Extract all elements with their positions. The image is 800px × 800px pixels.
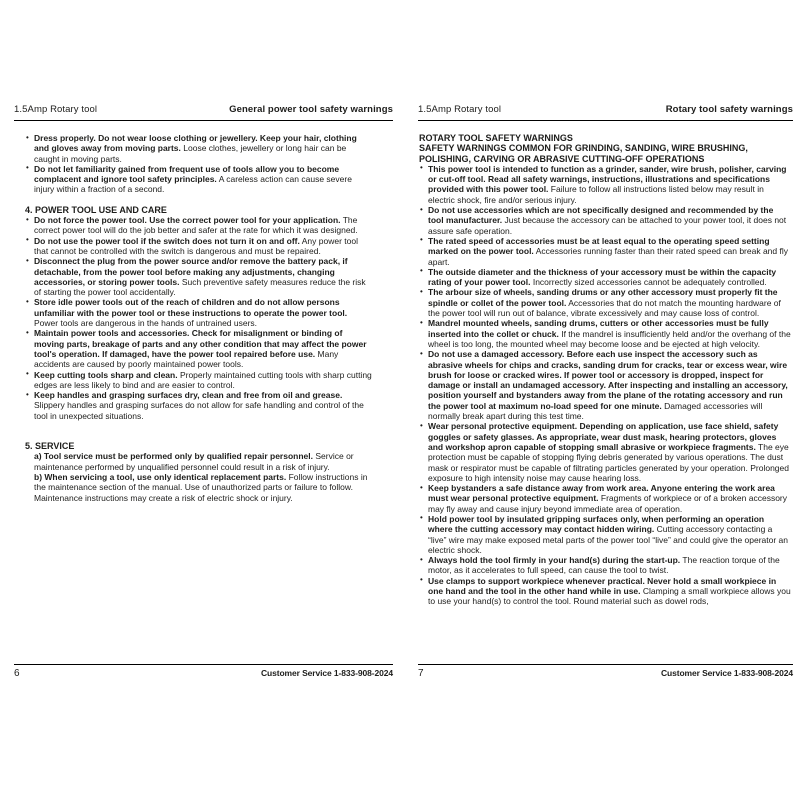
page-7: [418, 0, 793, 800]
warning-explanation: Loose clothes, jewellery or long hair can be caught in moving parts.: [34, 143, 347, 164]
page-7-body: [419, 121, 791, 607]
warning-explanation: Fragments of workpiece or of a broken accessory may fly away and cause injury beyond immediate area of operation.: [428, 493, 788, 514]
warning-bullet-item: [25, 256, 372, 297]
warning-bullet-item: [419, 483, 791, 514]
warning-bold-lead: Disconnect the plug from the power source and/or remove the battery pack, if detachable, from the power tool before making any adjustments, changing accessories, or storing power tools.: [34, 256, 348, 287]
service-paragraph: [25, 472, 372, 503]
warning-bold-lead: Always hold the tool firmly in your hand(s) during the start-up.: [428, 555, 681, 566]
section-heading: SAFETY WARNINGS COMMON FOR GRINDING, SANDING, WIRE BRUSHING, POLISHING, CARVING OR ABRASIVE CUTTING-OFF OPERATIONS: [419, 143, 748, 164]
warning-bullet-item: [419, 318, 791, 349]
page-number: 7: [418, 668, 424, 679]
warning-bullet-item: [419, 421, 791, 483]
section-heading: ROTARY TOOL SAFETY WARNINGS: [419, 133, 573, 143]
header-product-name: 1.5Amp Rotary tool: [418, 104, 502, 115]
warning-bold-lead: Do not force the power tool. Use the correct power tool for your application.: [34, 215, 341, 226]
warning-bold-lead: a) Tool service must be performed only by qualified repair personnel.: [34, 451, 313, 462]
warning-explanation: Clamping a small workpiece allows you to use your hand(s) to control the tool. Round material such as dowel rods,: [428, 586, 791, 607]
warning-bold-lead: Use clamps to support workpiece whenever practical. Never hold a small workpiece in one hand and the tool in the other hand while in use.: [428, 575, 777, 597]
warning-explanation: The eye protection must be capable of stopping flying debris generated by various operations. The dust mask or respirator must be capable of filtrating particles generated by your operation. Prolonged exposure to high intensity noise may cause hearing loss.: [428, 441, 789, 483]
customer-service-phone: Customer Service 1-833-908-2024: [660, 668, 793, 678]
warning-bullet-item: [419, 236, 791, 267]
warning-bullet-item: [419, 349, 791, 421]
page-6-header: [14, 104, 393, 121]
section-heading: 4. POWER TOOL USE AND CARE: [25, 204, 167, 215]
warning-explanation: Failure to follow all instructions listed below may result in electric shock, fire and/or serious injury.: [428, 184, 764, 205]
warning-explanation: The correct power tool will do the job better and safer at the rate for which it was designed.: [34, 215, 358, 236]
warning-bullet-item: [25, 215, 372, 236]
warning-explanation: A careless action can cause severe injury within a fraction of a second.: [34, 174, 352, 195]
warning-bullet-item: [25, 236, 372, 257]
warning-explanation: Follow instructions in the maintenance section of the manual. Use of unauthorized parts or failure to follow. Maintenance instructions may create a risk of electric shock or injury.: [34, 471, 368, 503]
warning-explanation: Properly maintained cutting tools with sharp cutting edges are less likely to bind and are easier to control.: [34, 369, 372, 390]
header-section-title: General power tool safety warnings: [229, 104, 393, 115]
page-6-footer: [14, 664, 393, 679]
warning-bold-lead: Do not let familiarity gained from frequent use of tools allow you to become complacent and ignore tool safety principles.: [34, 163, 340, 185]
warning-bold-lead: Store idle power tools out of the reach of children and do not allow persons unfamiliar with the power tool or these instructions to operate the power tool.: [34, 297, 348, 318]
warning-bold-lead: Wear personal protective equipment. Depending on application, use face shield, safety goggles or safety glasses. As appropriate, wear dust mask, hearing protectors, gloves and workshop apron capable of stopping small abrasive or workpiece fragments.: [428, 421, 779, 452]
warning-bold-lead: The arbour size of wheels, sanding drums or any other accessory must properly fit the spindle or collet of the power tool.: [428, 287, 778, 308]
warning-bold-lead: Maintain power tools and accessories. Check for misalignment or binding of moving parts, breakage of parts and any other condition that may affect the power tool's operation. If damaged, have the power tool repaired before use.: [34, 328, 367, 359]
warning-explanation: Just because the accessory can be attached to your power tool, it does not assure safe operation.: [428, 215, 787, 236]
warning-explanation: Many accidents are caused by poorly maintained power tools.: [34, 348, 339, 370]
warning-bold-lead: Do not use the power tool if the switch does not turn it on and off.: [34, 235, 300, 246]
customer-service-phone: Customer Service 1-833-908-2024: [260, 668, 393, 678]
warning-bullet-item: [419, 576, 791, 607]
warning-bullet-item: [25, 370, 372, 391]
warning-bold-lead: Do not use accessories which are not specifically designed and recommended by the tool manufacturer.: [428, 205, 774, 226]
warning-bold-lead: Mandrel mounted wheels, sanding drums, cutters or other accessories must be fully inserted into the collet or chuck.: [428, 318, 769, 339]
warning-bullet-item: [419, 164, 791, 205]
page-7-footer: [418, 664, 793, 679]
vertical-spacer: [25, 421, 372, 431]
warning-explanation: Accessories running faster than their rated speed can break and fly apart.: [428, 246, 788, 267]
warning-explanation: Service or maintenance performed by unqualified personnel could result in a risk of injury.: [34, 451, 354, 472]
warning-bullet-item: [25, 390, 372, 421]
service-paragraph: [25, 451, 372, 472]
header-product-name: 1.5Amp Rotary tool: [14, 104, 98, 115]
warning-explanation: Damaged accessories will normally break apart during this test time.: [428, 400, 763, 422]
page-6: [14, 0, 393, 800]
warning-bold-lead: Do not use a damaged accessory. Before each use inspect the accessory such as abrasive wheels for chips and cracks, sanding drum for cracks, tear or excess wear, wire brush for loose or cracked wires. If power tool or accessory is dropped, inspect for damage or install an undamaged accessory. After inspecting and installing an accessory, position yourself and bystanders away from the plane of the rotating accessory and run the power tool at maximum no-load speed for one minute.: [428, 349, 788, 411]
warning-bold-lead: This power tool is intended to function as a grinder, sander, wire brush, polisher, carving or cut-off tool. Read all safety warnings, instructions, illustrations and specifications provided with this power tool.: [428, 163, 787, 195]
warning-explanation: Slippery handles and grasping surfaces do not allow for safe handling and control of the tool in unexpected situations.: [34, 400, 364, 421]
warning-bullet-item: [419, 514, 791, 555]
warning-bold-lead: Keep cutting tools sharp and clean.: [34, 369, 178, 380]
warning-bullet-item: [419, 267, 791, 288]
warning-bold-lead: The rated speed of accessories must be at least equal to the operating speed setting marked on the power tool.: [428, 235, 770, 257]
warning-bold-lead: Keep bystanders a safe distance away from work area. Anyone entering the work area must wear personal protective equipment.: [428, 483, 775, 504]
warning-bullet-item: [419, 205, 791, 236]
warning-bullet-item: [419, 555, 791, 576]
warning-explanation: Incorrectly sized accessories cannot be adequately controlled.: [530, 277, 767, 288]
warning-explanation: Any power tool that cannot be controlled with the switch is dangerous and must be repaired.: [34, 235, 358, 256]
warning-explanation: Accessories that do not match the mounting hardware of the power tool will run out of balance, vibrate excessively and may cause loss of control.: [428, 297, 781, 319]
warning-explanation: Cutting accessory contacting a “live” wire may make exposed metal parts of the power tool “live” and could give the operator an electric shock.: [428, 524, 789, 555]
warning-bold-lead: Dress properly. Do not wear loose clothing or jewellery. Keep your hair, clothing and gloves away from moving parts.: [34, 133, 357, 154]
warning-explanation: Such preventive safety measures reduce the risk of starting the power tool accidentally.: [34, 276, 366, 298]
section-heading: 5. SERVICE: [25, 441, 75, 452]
warning-bullet-item: [25, 328, 372, 369]
page-7-header: [418, 104, 793, 121]
page-number: 6: [14, 668, 20, 679]
warning-bullet-item: [25, 297, 372, 328]
page-6-body: [25, 121, 372, 503]
warning-bold-lead: Keep handles and grasping surfaces dry, clean and free from oil and grease.: [34, 390, 343, 401]
warning-explanation: If the mandrel is insufficiently held and/or the overhang of the wheel is too long, the mounted wheel may become loose and be ejected at high velocity.: [428, 328, 791, 349]
warning-bullet-item: [25, 164, 372, 195]
warning-bullet-item: [25, 133, 372, 164]
warning-explanation: The reaction torque of the motor, as it accelerates to full speed, can cause the tool to twist.: [428, 555, 780, 576]
header-section-title: Rotary tool safety warnings: [665, 104, 793, 115]
warning-bold-lead: Hold power tool by insulated gripping surfaces only, when performing an operation where the cutting accessory may contact hidden wiring.: [428, 513, 765, 535]
warning-bold-lead: The outside diameter and the thickness of your accessory must be within the capacity rating of your power tool.: [428, 266, 777, 288]
warning-explanation: Power tools are dangerous in the hands of untrained users.: [34, 318, 258, 329]
warning-bold-lead: b) When servicing a tool, use only identical replacement parts.: [34, 471, 287, 482]
warning-bullet-item: [419, 287, 791, 318]
